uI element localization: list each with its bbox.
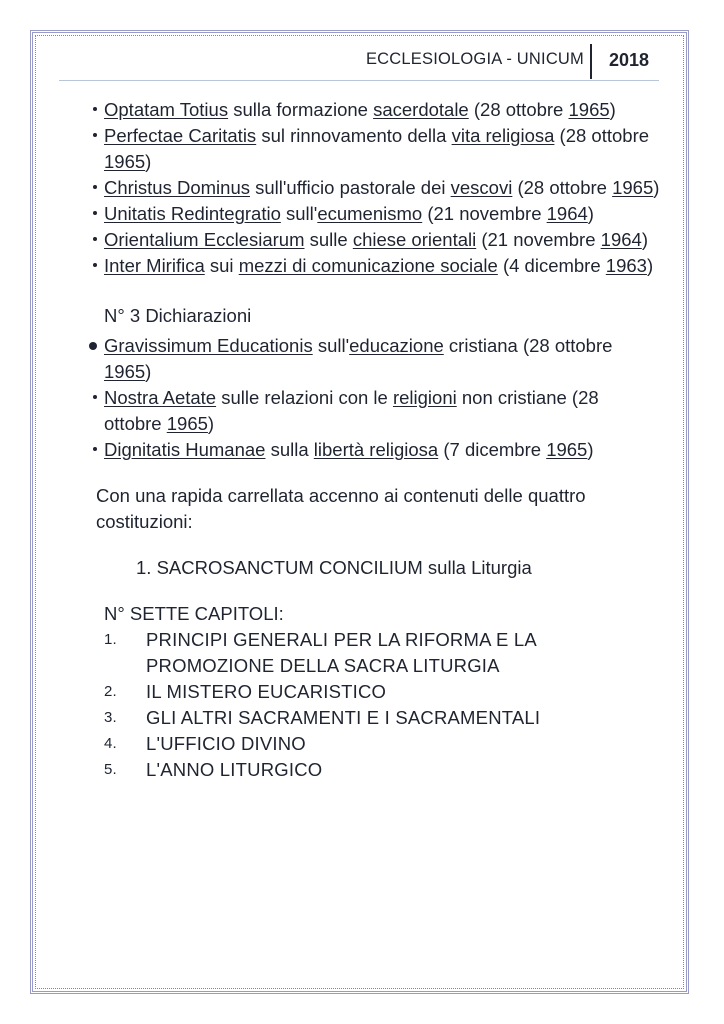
- declarations-list: [90, 333, 660, 463]
- list-item: [90, 385, 660, 437]
- document-title-link[interactable]: Gravissimum Educationis: [104, 335, 313, 356]
- document-title-link[interactable]: Unitatis Redintegratio: [104, 203, 281, 224]
- chapter-item: [90, 627, 660, 679]
- text: ): [145, 361, 152, 382]
- chapter-title-continued: PROMOZIONE DELLA SACRA LITURGIA: [146, 655, 500, 676]
- topic-link[interactable]: educazione: [349, 335, 444, 356]
- chapters-heading: N° SETTE CAPITOLI:: [104, 603, 284, 624]
- chapter-title: IL MISTERO EUCARISTICO: [146, 681, 387, 702]
- intro-paragraph: Con una rapida carrellata accenno ai contenuti delle quattro costituzioni:: [96, 485, 586, 532]
- decrees-list: [90, 97, 660, 279]
- text: sull'ufficio pastorale dei: [250, 177, 451, 198]
- declarations-heading: N° 3 Dichiarazioni: [104, 305, 252, 326]
- year-link[interactable]: 1965: [568, 99, 610, 120]
- list-item: [90, 123, 660, 175]
- list-item: [90, 175, 660, 201]
- topic-link[interactable]: religioni: [392, 387, 457, 408]
- text: ): [609, 99, 616, 120]
- list-item: [90, 201, 660, 227]
- year-link[interactable]: 1963: [605, 255, 647, 276]
- document-title-link[interactable]: Optatam Totius: [104, 99, 229, 120]
- chapter-item: [90, 731, 660, 757]
- chapter-title: L'ANNO LITURGICO: [146, 759, 323, 780]
- text: (21 novembre: [422, 203, 547, 224]
- header-separator: [590, 44, 592, 79]
- text: sulle relazioni con le: [216, 387, 393, 408]
- text: ): [587, 439, 594, 460]
- text: ): [641, 229, 648, 250]
- bullet-icon: [93, 447, 97, 451]
- document-title-link[interactable]: Nostra Aetate: [104, 387, 217, 408]
- topic-link[interactable]: sacerdotale: [373, 99, 469, 120]
- section-title: 1. SACROSANCTUM CONCILIUM sulla Liturgia: [136, 557, 532, 578]
- topic-link[interactable]: vita religiosa: [451, 125, 555, 146]
- chapter-title: L'UFFICIO DIVINO: [146, 733, 306, 754]
- bullet-icon: [93, 211, 97, 215]
- list-item: [90, 253, 660, 279]
- text: sul rinnovamento della: [256, 125, 452, 146]
- text: ): [653, 177, 660, 198]
- chapters-list: [90, 627, 660, 783]
- document-title-link[interactable]: Orientalium Ecclesiarum: [104, 229, 305, 250]
- chapter-title: PRINCIPI GENERALI PER LA RIFORMA E LA: [146, 629, 537, 650]
- chapter-number: 5.: [104, 761, 117, 778]
- text: (7 dicembre: [438, 439, 547, 460]
- chapter-item: [90, 757, 660, 783]
- list-item: [90, 227, 660, 253]
- bullet-icon: [89, 342, 97, 350]
- text: sulla formazione: [228, 99, 374, 120]
- list-item: [90, 97, 660, 123]
- bullet-icon: [93, 237, 97, 241]
- document-title-link[interactable]: Christus Dominus: [104, 177, 250, 198]
- text: sull': [312, 335, 350, 356]
- text: ): [646, 255, 654, 276]
- text: ): [207, 413, 215, 434]
- text: ): [145, 151, 152, 172]
- text: (21 novembre: [476, 229, 601, 250]
- document-title-link[interactable]: Perfectae Caritatis: [104, 125, 257, 146]
- chapter-number: 4.: [104, 735, 117, 752]
- header-year: 2018: [608, 50, 649, 70]
- year-link[interactable]: 1965: [612, 177, 654, 198]
- text: sui: [204, 255, 239, 276]
- page-content: [90, 97, 660, 783]
- text: sull': [280, 203, 318, 224]
- bullet-icon: [93, 133, 97, 137]
- text: non cristiane (28 ottobre: [104, 387, 599, 434]
- bullet-icon: [93, 185, 97, 189]
- text: (28 ottobre: [512, 177, 613, 198]
- document-title-link[interactable]: Dignitatis Humanae: [104, 439, 266, 460]
- header-title: ECCLESIOLOGIA - UNICUM: [365, 50, 584, 68]
- chapter-item: [90, 705, 660, 731]
- text: sulle: [304, 229, 353, 250]
- year-link[interactable]: 1965: [104, 151, 146, 172]
- text: cristiana (28 ottobre: [443, 335, 613, 356]
- year-link[interactable]: 1965: [166, 413, 208, 434]
- text: sulla: [265, 439, 314, 460]
- text: (28 ottobre: [468, 99, 569, 120]
- chapter-title: GLI ALTRI SACRAMENTI E I SACRAMENTALI: [146, 707, 541, 728]
- topic-link[interactable]: libertà religiosa: [313, 439, 439, 460]
- chapter-number: 3.: [104, 709, 117, 726]
- list-item: [90, 333, 660, 385]
- topic-link[interactable]: vescovi: [450, 177, 513, 198]
- bullet-icon: [93, 107, 97, 111]
- year-link[interactable]: 1964: [600, 229, 642, 250]
- text: (28 ottobre: [554, 125, 650, 146]
- year-link[interactable]: 1964: [546, 203, 588, 224]
- bullet-icon: [93, 263, 97, 267]
- chapter-item: [90, 679, 660, 705]
- chapter-number: 1.: [104, 631, 117, 648]
- document-title-link[interactable]: Inter Mirifica: [104, 255, 205, 276]
- text: (4 dicembre: [497, 255, 606, 276]
- bullet-icon: [93, 395, 97, 399]
- topic-link[interactable]: ecumenismo: [317, 203, 423, 224]
- year-link[interactable]: 1965: [104, 361, 146, 382]
- list-item: [90, 437, 660, 463]
- running-header: [59, 44, 659, 81]
- chapter-number: 2.: [104, 683, 117, 700]
- text: ): [587, 203, 594, 224]
- topic-link[interactable]: chiese orientali: [352, 229, 477, 250]
- topic-link[interactable]: mezzi di comunicazione sociale: [238, 255, 498, 276]
- year-link[interactable]: 1965: [546, 439, 588, 460]
